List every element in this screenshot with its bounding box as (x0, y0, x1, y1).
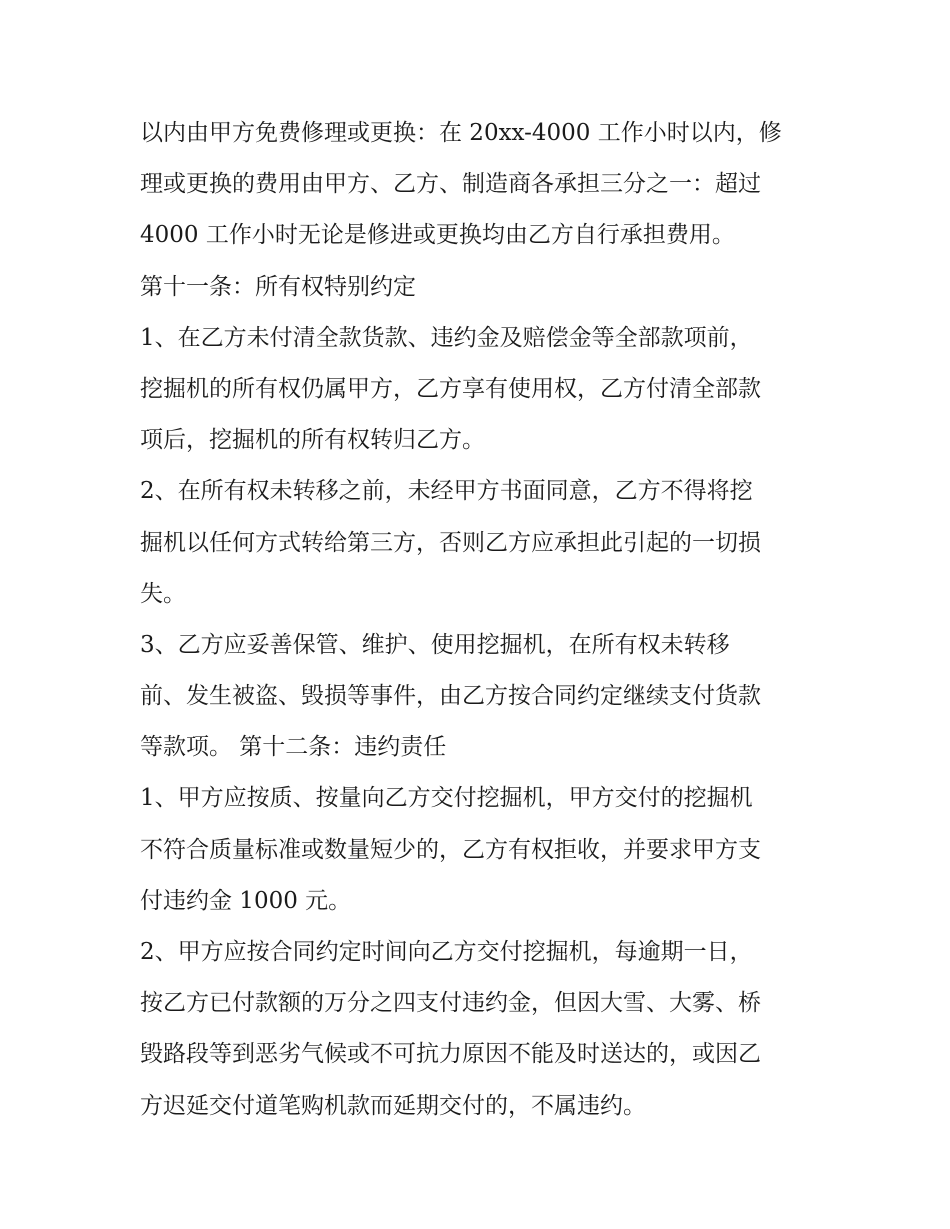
text-line: 失。 (140, 580, 186, 607)
text-line: 方迟延交付道笔购机款而延期交付的，不属违约。 (140, 1092, 646, 1119)
text-line: 3、乙方应妥善保管、维护、使用挖掘机，在所有权未转移 (140, 631, 730, 658)
text-line: 理或更换的费用由甲方、乙方、制造商各承担三分之一：超过 (140, 171, 761, 198)
text-line: 挖掘机的所有权仍属甲方，乙方享有使用权，乙方付清全部款 (140, 375, 761, 402)
text-line: 付违约金 1000 元。 (140, 887, 352, 914)
text-line: 2、甲方应按合同约定时间向乙方交付挖掘机，每逾期一日， (140, 939, 753, 965)
text-line: 毁路段等到恶劣气候或不可抗力原因不能及时送达的，或因乙 (140, 1041, 761, 1068)
text-line: 2、在所有权未转移之前，未经甲方书面同意，乙方不得将挖 (140, 478, 753, 505)
text-line: 1、在乙方未付清全款货款、违约金及赔偿金等全部款项前， (140, 324, 753, 351)
text-line: 掘机以任何方式转给第三方，否则乙方应承担此引起的一切损 (140, 529, 761, 556)
section-heading-12: 等款项。 第十二条：违约责任 (140, 734, 447, 761)
text-line: 项后，挖掘机的所有权转归乙方。 (140, 427, 485, 454)
text-line: 1、甲方应按质、按量向乙方交付挖掘机，甲方交付的挖掘机 (140, 785, 753, 812)
section-heading-11: 第十一条：所有权特别约定 (140, 273, 416, 300)
text-line: 按乙方已付款额的万分之四支付违约金，但因大雪、大雾、桥 (140, 990, 761, 1017)
document-body (140, 108, 830, 1132)
text-line: 4000 工作小时无论是修进或更换均由乙方自行承担费用。 (140, 222, 735, 249)
text-line: 以内由甲方免费修理或更换：在 20xx-4000 工作小时以内，修 (140, 120, 782, 146)
text-line: 不符合质量标准或数量短少的，乙方有权拒收，并要求甲方支 (140, 836, 761, 863)
text-line: 前、发生被盗、毁损等事件，由乙方按合同约定继续支付货款 (140, 683, 761, 710)
